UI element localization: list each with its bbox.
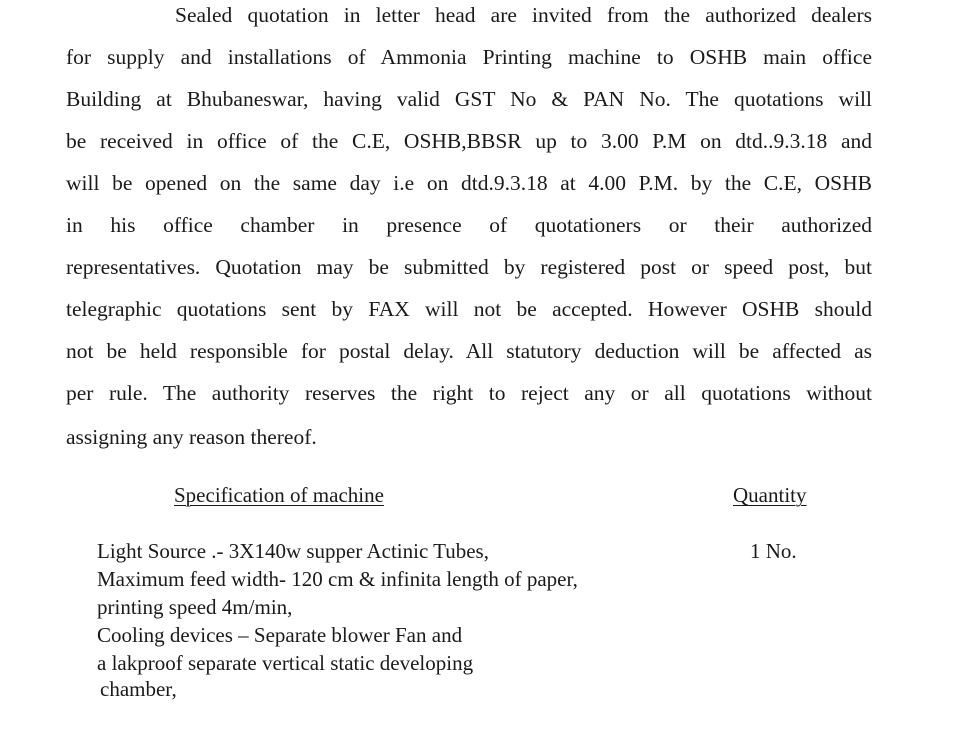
quantity-value: 1 No. (750, 539, 797, 563)
paragraph-line: representatives. Quotation may be submitted by registered post or speed post, but (66, 255, 872, 279)
specification-heading: Specification of machine (174, 483, 384, 507)
spec-line: Cooling devices – Separate blower Fan and (97, 623, 463, 647)
paragraph-line: will be opened on the same day i.e on dtd.9.3.18 at 4.00 P.M. by the C.E, OSHB (66, 171, 872, 195)
spec-line: chamber, (100, 677, 177, 701)
paragraph-line: not be held responsible for postal delay. All statutory deduction will be affected as (66, 339, 872, 363)
paragraph-line: telegraphic quotations sent by FAX will not be accepted. However OSHB should (66, 297, 872, 321)
paragraph-line: Building at Bhubaneswar, having valid GST No & PAN No. The quotations will (66, 87, 872, 111)
spec-line: a lakproof separate vertical static developing (97, 651, 474, 675)
paragraph-line: assigning any reason thereof. (66, 425, 317, 449)
spec-line: printing speed 4m/min, (97, 595, 293, 619)
quantity-heading: Quantity (733, 483, 807, 507)
paragraph-line: per rule. The authority reserves the right to reject any or all quotations without (66, 381, 872, 405)
paragraph-line: be received in office of the C.E, OSHB,BBSR up to 3.00 P.M on dtd..9.3.18 and (66, 129, 872, 153)
paragraph-line: Sealed quotation in letter head are invited from the authorized dealers (175, 3, 872, 27)
paragraph-line: for supply and installations of Ammonia Printing machine to OSHB main office (66, 45, 872, 69)
paragraph-line: in his office chamber in presence of quotationers or their authorized (66, 213, 872, 237)
spec-line: Light Source .- 3X140w supper Actinic Tubes, (97, 539, 489, 563)
spec-line: Maximum feed width- 120 cm & infinita length of paper, (97, 567, 578, 591)
